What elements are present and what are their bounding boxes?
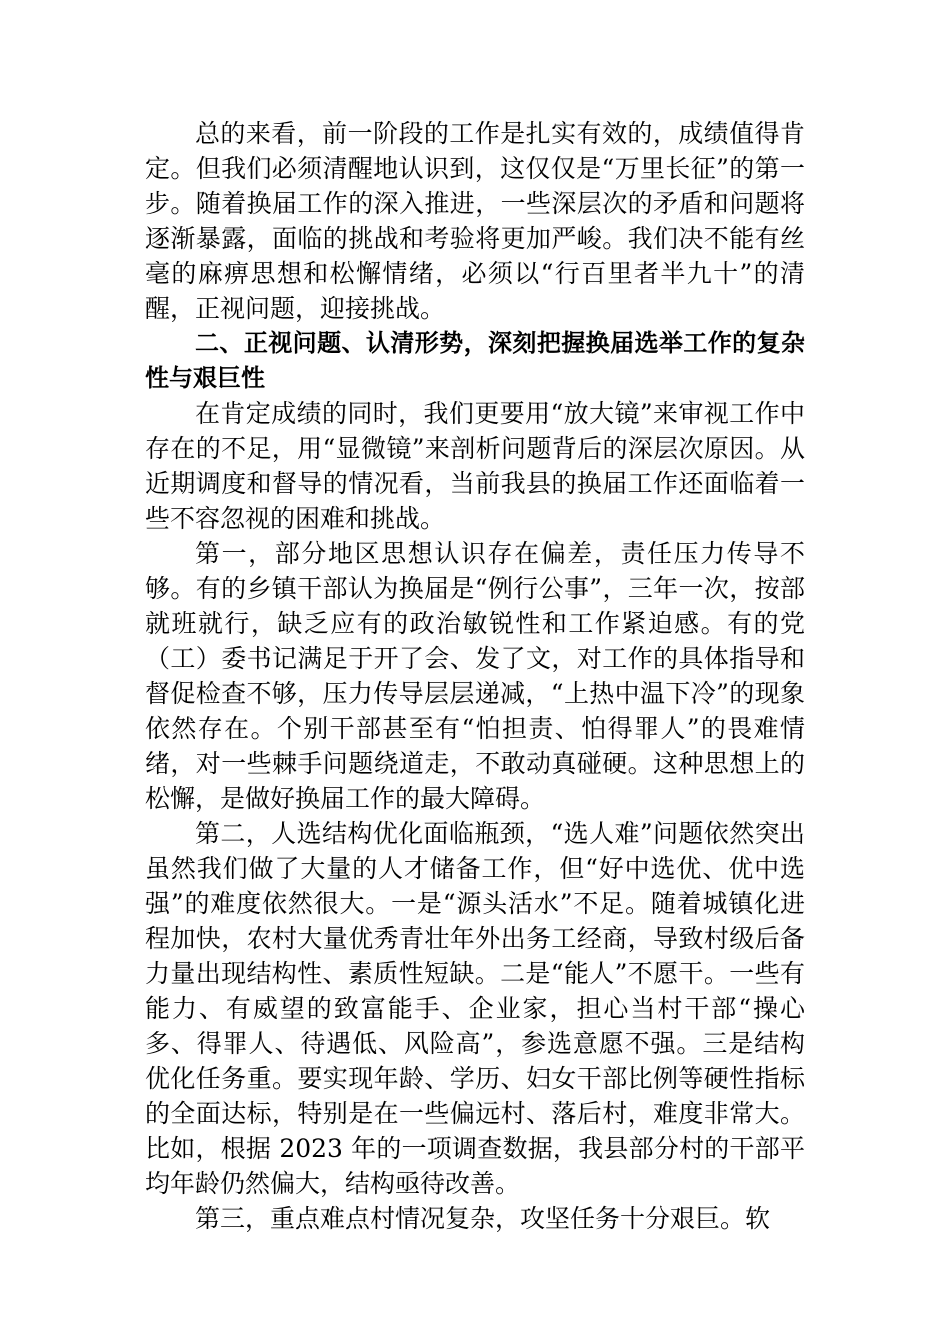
paragraph-point-1: 第一，部分地区思想认识存在偏差，责任压力传导不够。有的乡镇干部认为换届是“例行公事”，三年一次，按部就班就行，缺乏应有的政治敏锐性和工作紧迫感。有的党（工）委书记满足于开了会、发了文，对工作的具体指导和督促检查不够，压力传导层层递减，“上热中温下冷”的现象依然存在。个别干部甚至有“怕担责、怕得罪人”的畏难情绪，对一些棘手问题绕道走，不敢动真碰硬。这种思想上的松懈，是做好换届工作的最大障碍。 <box>145 539 805 813</box>
paragraph-summary: 总的来看，前一阶段的工作是扎实有效的，成绩值得肯定。但我们必须清醒地认识到，这仅仅是“万里长征”的第一步。随着换届工作的深入推进，一些深层次的矛盾和问题将逐渐暴露，面临的挑战和考验将更加严峻。我们决不能有丝毫的麻痹思想和松懈情绪，必须以“行百里者半九十”的清醒，正视问题，迎接挑战。 <box>145 119 805 323</box>
paragraph-intro-problems: 在肯定成绩的同时，我们更要用“放大镜”来审视工作中存在的不足，用“显微镜”来剖析问题背后的深层次原因。从近期调度和督导的情况看，当前我县的换届工作还面临着一些不容忽视的困难和挑战。 <box>145 399 805 533</box>
paragraph-point-2: 第二，人选结构优化面临瓶颈，“选人难”问题依然突出虽然我们做了大量的人才储备工作，但“好中选优、优中选强”的难度依然很大。一是“源头活水”不足。随着城镇化进程加快，农村大量优秀青壮年外出务工经商，导致村级后备力量出现结构性、素质性短缺。二是“能人”不愿干。一些有能力、有威望的致富能手、企业家，担心当村干部“操心多、得罪人、待遇低、风险高”，参选意愿不强。三是结构优化任务重。要实现年龄、学历、妇女干部比例等硬性指标的全面达标，特别是在一些偏远村、落后村，难度非常大。比如，根据 2023 年的一项调查数据，我县部分村的干部平均年龄仍然偏大，结构亟待改善。 <box>145 819 805 1198</box>
document-body <box>145 116 805 1236</box>
section-heading-2: 二、正视问题、认清形势，深刻把握换届选举工作的复杂性与艰巨性 <box>145 329 805 392</box>
paragraph-point-3: 第三，重点难点村情况复杂，攻坚任务十分艰巨。软 <box>195 1204 771 1233</box>
